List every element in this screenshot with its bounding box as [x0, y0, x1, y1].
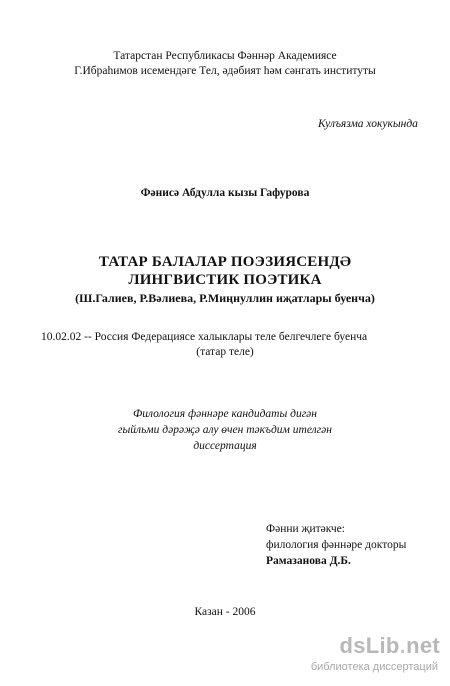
- specialty-line-1: 10.02.02 -- Россия Федерациясе халыклары теле белгечлеге буенча: [41, 331, 368, 343]
- advisor-label: Фәнни җитәкче:: [266, 523, 345, 535]
- author-name: Фәнисә Абдулла кызы Гафурова: [140, 187, 310, 199]
- title-subtitle: (Ш.Галиев, Р.Вәлиева, Р.Миңнуллин иҗатлары буенча): [75, 291, 375, 305]
- advisor-degree: филология фәннәре докторы: [266, 539, 407, 551]
- advisor-name: Рамазанова Д.Б.: [266, 555, 351, 567]
- degree-line-2: гыйльми дәрәҗә алу өчен тәкъдим ителгән: [118, 424, 332, 436]
- institution-line-1: Татарстан Республикасы Фәннәр Академиясе: [113, 50, 337, 62]
- watermark-caption: библиотека диссертаций: [310, 661, 438, 673]
- title-line-2: ЛИНГВИСТИК ПОЭТИКА: [128, 272, 322, 288]
- degree-line-1: Филология фәннәре кандидаты дигән: [132, 408, 317, 420]
- manuscript-note: Кулъязма хокукында: [318, 118, 418, 130]
- watermark-logo: [340, 633, 441, 659]
- institution-line-2: Г.Ибраһимов исемендәге Тел, әдәбият һәм сәнгать институты: [74, 65, 376, 77]
- place-year: Казан - 2006: [194, 606, 256, 618]
- specialty-line-2: (татар теле): [196, 346, 254, 358]
- watermark-logo-right: net: [406, 633, 440, 658]
- dslib-watermark: [280, 633, 440, 679]
- degree-line-3: диссертация: [193, 440, 257, 452]
- title-line-1: ТАТАР БАЛАЛАР ПОЭЗИЯСЕНДӘ: [98, 254, 352, 270]
- watermark-logo-left: dsLib: [339, 633, 400, 658]
- watermark-logo-dot: .: [399, 633, 407, 658]
